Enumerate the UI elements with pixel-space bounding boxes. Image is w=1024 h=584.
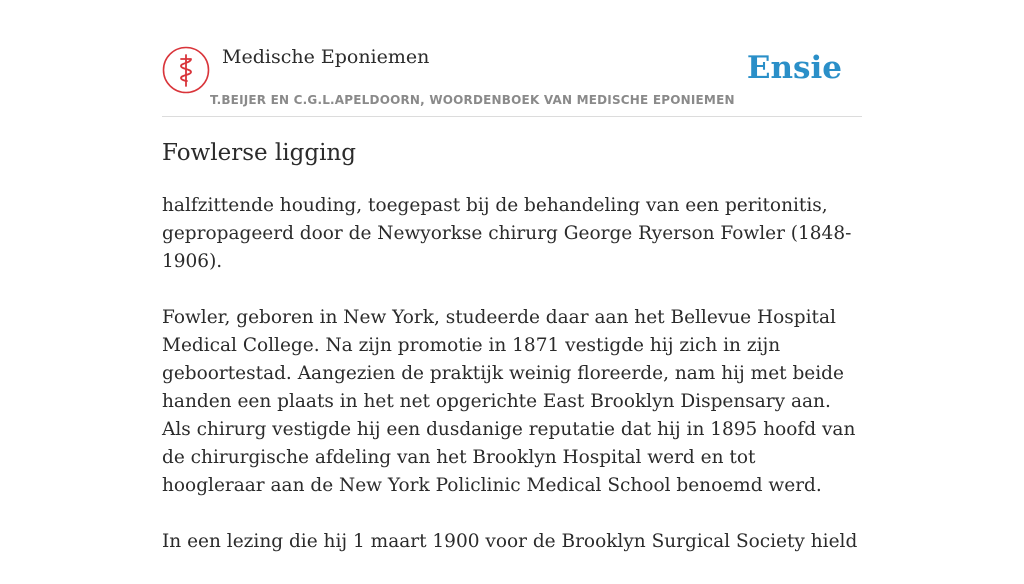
entry-paragraph: halfzittende houding, toegepast bij de behandeling van een peritonitis, gepropageerd door de Newyorkse chirurg George Ryerson Fowler (1848-1906). xyxy=(162,195,852,272)
source-byline: T.BEIJER EN C.G.L.APELDOORN, WOORDENBOEK VAN MEDISCHE EPONIEMEN xyxy=(210,93,735,107)
source-header xyxy=(162,44,862,117)
entry-body xyxy=(162,192,862,584)
source-name[interactable]: Medische Eponiemen xyxy=(222,46,430,68)
ensie-logo-link[interactable]: Ensie xyxy=(746,50,842,86)
entry-title: Fowlerse ligging xyxy=(162,140,356,166)
entry-paragraph: In een lezing die hij 1 maart 1900 voor de Brooklyn Surgical Society hield xyxy=(162,531,858,552)
caduceus-icon[interactable] xyxy=(162,46,210,94)
entry-paragraph: Fowler, geboren in New York, studeerde daar aan het Bellevue Hospital Medical College. Na zijn promotie in 1871 vestigde hij zich in zijn geboortestad. Aangezien de praktijk weinig floreerde, nam hij met beide handen een plaats in het net opgerichte East Brooklyn Dispensary aan. Als chirurg vestigde hij een dusdanige reputatie dat hij in 1895 hoofd van de chirurgische afdeling van het Brooklyn Hospital werd en tot hoogleraar aan de New York Policlinic Medical School benoemd werd. xyxy=(162,307,856,496)
